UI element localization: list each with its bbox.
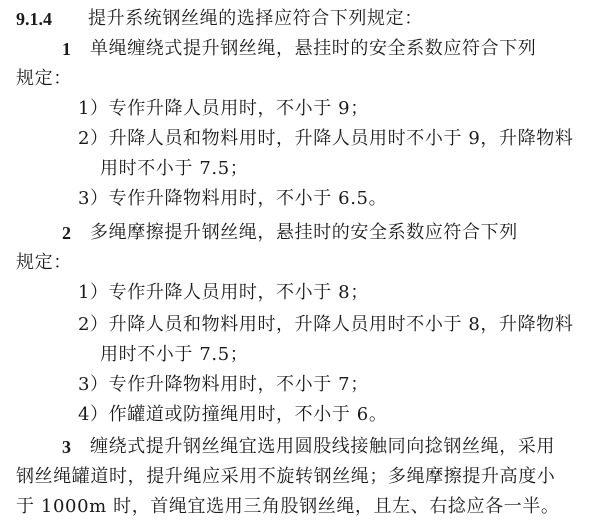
clause-1-continuation	[0, 64, 609, 94]
section-heading	[0, 4, 609, 34]
clause-text: 单绳缠绕式提升钢丝绳，悬挂时的安全系数应符合下列	[90, 38, 537, 59]
list-item	[0, 94, 609, 124]
list-item-text: 2）升降人员和物料用时，升降人员用时不小于 8，升降物料	[78, 314, 574, 335]
section-title: 提升系统钢丝绳的选择应符合下列规定：	[88, 8, 423, 29]
list-item	[0, 400, 609, 430]
list-item	[0, 370, 609, 400]
clause-3-first-line	[0, 432, 609, 462]
clause-3-line-2	[0, 462, 609, 492]
clause-1-first-line	[0, 34, 609, 64]
clause-text: 规定：	[16, 68, 72, 89]
clause-text: 钢丝绳罐道时，提升绳应采用不旋转钢丝绳；多绳摩擦提升高度小	[16, 466, 556, 487]
clause-text: 于 1000m 时，首绳宜选用三角股钢丝绳，且左、右捻应各一半。	[16, 496, 560, 517]
clause-text: 多绳摩擦提升钢丝绳，悬挂时的安全系数应符合下列	[90, 222, 518, 243]
clause-text: 缠绕式提升钢丝绳宜选用圆股线接触同向捻钢丝绳，采用	[90, 436, 555, 457]
clause-2-first-line	[0, 218, 609, 248]
list-item	[0, 310, 609, 340]
list-item-text: 1）专作升降人员用时，不小于 8；	[78, 282, 369, 303]
clause-text: 规定：	[16, 252, 72, 273]
list-item	[0, 124, 609, 154]
list-item-text: 用时不小于 7.5；	[100, 344, 249, 365]
list-item-text: 用时不小于 7.5；	[100, 158, 249, 179]
list-item-text: 3）专作升降物料用时，不小于 6.5。	[78, 188, 388, 209]
clause-2-continuation	[0, 248, 609, 278]
section-number: 9.1.4	[16, 9, 52, 29]
clause-number: 2	[62, 223, 71, 243]
list-item-continuation	[0, 340, 609, 370]
list-item-text: 3）专作升降物料用时，不小于 7；	[78, 374, 369, 395]
list-item-text: 2）升降人员和物料用时，升降人员用时不小于 9，升降物料	[78, 128, 574, 149]
list-item-text: 1）专作升降人员用时，不小于 9；	[78, 98, 369, 119]
clause-number: 3	[62, 437, 71, 457]
clause-number: 1	[62, 39, 71, 59]
list-item	[0, 184, 609, 214]
list-item-text: 4）作罐道或防撞绳用时，不小于 6。	[78, 404, 388, 425]
list-item-continuation	[0, 154, 609, 184]
list-item	[0, 278, 609, 308]
clause-3-line-3	[0, 492, 609, 522]
